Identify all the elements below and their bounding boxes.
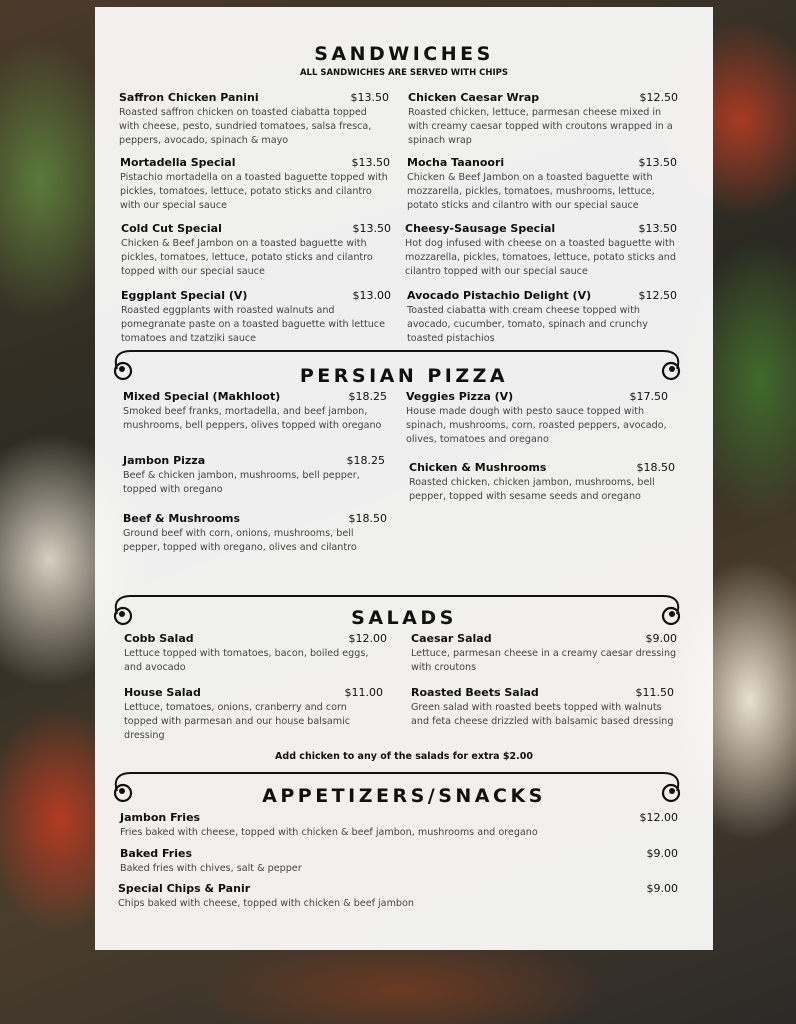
item-description: Chips baked with cheese, topped with chicken & beef jambon <box>118 898 414 909</box>
item-description: Ground beef with corn, onions, mushrooms, bell pepper, topped with oregano, olives and cilantro <box>123 528 357 553</box>
item-price: $9.00 <box>645 632 677 645</box>
item-name: Beef & Mushrooms <box>123 512 241 525</box>
item-price: $13.50 <box>350 91 389 104</box>
section-title-sandwiches: SANDWICHES <box>314 43 494 65</box>
item-price: $18.25 <box>346 454 385 467</box>
menu-item <box>124 686 383 743</box>
item-price: $9.00 <box>646 882 678 895</box>
item-price: $13.00 <box>352 289 391 302</box>
menu-item <box>405 222 677 279</box>
item-name: Caesar Salad <box>411 632 492 645</box>
menu-item <box>408 91 678 148</box>
section-title-salads: SALADS <box>351 607 457 629</box>
item-name: Chicken Caesar Wrap <box>408 91 540 104</box>
item-name: Eggplant Special (V) <box>121 289 248 302</box>
item-description: Lettuce topped with tomatoes, bacon, boiled eggs, and avocado <box>124 648 369 673</box>
item-description: Toasted ciabatta with cream cheese topped with avocado, cucumber, tomato, spinach and crunchy toasted pistachios <box>407 305 648 344</box>
sandwiches-subtitle: ALL SANDWICHES ARE SERVED WITH CHIPS <box>299 68 509 78</box>
item-description: Roasted eggplants with roasted walnuts and pomegranate paste on a toasted baguette with lettuce tomatoes and tzatziki sauce <box>121 305 385 344</box>
menu-item <box>119 91 389 148</box>
item-price: $18.25 <box>348 390 387 403</box>
item-description: Roasted chicken, chicken jambon, mushrooms, bell pepper, topped with sesame seeds and oregano <box>409 477 655 502</box>
section-title-persian-pizza: PERSIAN PIZZA <box>299 365 509 387</box>
item-name: Roasted Beets Salad <box>411 686 539 699</box>
item-description: Lettuce, parmesan cheese in a creamy caesar dressing with croutons <box>411 648 677 673</box>
item-name: Mixed Special (Makhloot) <box>123 390 281 403</box>
menu-item <box>120 847 678 876</box>
menu-item <box>124 632 387 675</box>
menu-item <box>409 461 675 504</box>
menu-item <box>407 289 677 346</box>
item-name: Baked Fries <box>120 847 193 860</box>
item-price: $13.50 <box>352 222 391 235</box>
menu-item <box>407 156 677 213</box>
item-name: Cheesy-Sausage Special <box>405 222 556 235</box>
item-description: Roasted saffron chicken on toasted ciabatta topped with cheese, pesto, sundried tomatoes, salsa fresca, peppers, avocado, spinach & mayo <box>119 107 372 146</box>
item-description: Hot dog infused with cheese on a toasted baguette with mozzarella, pickles, tomatoes, lettuce, potato sticks and cilantro topped with our special sauce <box>405 238 676 277</box>
item-name: Cold Cut Special <box>121 222 222 235</box>
menu-item <box>118 882 678 911</box>
menu-item <box>121 222 391 279</box>
item-description: House made dough with pesto sauce topped with spinach, mushrooms, corn, roasted peppers, avocado, olives, tomatoes and oregano <box>406 406 667 445</box>
menu-item <box>123 454 385 497</box>
item-name: Jambon Fries <box>120 811 201 824</box>
item-description: Beef & chicken jambon, mushrooms, bell pepper, topped with oregano <box>123 470 360 495</box>
item-description: Lettuce, tomatoes, onions, cranberry and corn topped with parmesan and our house balsamic dressing <box>124 702 351 741</box>
item-name: Jambon Pizza <box>123 454 206 467</box>
menu-item <box>121 289 391 346</box>
item-price: $11.00 <box>344 686 383 699</box>
item-name: Chicken & Mushrooms <box>409 461 547 474</box>
item-price: $12.50 <box>639 91 678 104</box>
item-price: $12.00 <box>639 811 678 824</box>
menu-item <box>123 390 387 433</box>
menu-panel <box>95 7 713 950</box>
menu-item <box>123 512 387 555</box>
item-price: $13.50 <box>638 156 677 169</box>
item-price: $18.50 <box>348 512 387 525</box>
item-price: $13.50 <box>351 156 390 169</box>
item-description: Chicken & Beef Jambon on a toasted baguette with pickles, tomatoes, lettuce, potato sticks and cilantro topped with our special sauce <box>121 238 373 277</box>
item-price: $9.00 <box>646 847 678 860</box>
salads-note: Add chicken to any of the salads for extra $2.00 <box>275 751 533 762</box>
item-price: $11.50 <box>635 686 674 699</box>
item-description: Pistachio mortadella on a toasted baguette topped with pickles, tomatoes, lettuce, potato sticks and cilantro with our special sauce <box>120 172 388 211</box>
item-description: Baked fries with chives, salt & pepper <box>120 863 302 874</box>
item-description: Roasted chicken, lettuce, parmesan cheese mixed in with creamy caesar topped with croutons wrapped in a spinach wrap <box>408 107 673 146</box>
menu-item <box>406 390 668 447</box>
item-description: Chicken & Beef Jambon on a toasted baguette with mozzarella, pickles, tomatoes, mushrooms, lettuce, potato sticks and cilantro with our special sauce <box>407 172 655 211</box>
menu-item <box>120 156 390 213</box>
item-description: Green salad with roasted beets topped with walnuts and feta cheese drizzled with balsamic based dressing <box>411 702 674 727</box>
item-name: Mocha Taanoori <box>407 156 505 169</box>
item-description: Fries baked with cheese, topped with chicken & beef jambon, mushrooms and oregano <box>120 827 538 838</box>
item-name: Avocado Pistachio Delight (V) <box>407 289 592 302</box>
item-description: Smoked beef franks, mortadella, and beef jambon, mushrooms, bell peppers, olives topped with oregano <box>123 406 382 431</box>
item-name: Veggies Pizza (V) <box>406 390 514 403</box>
section-title-appetizers: APPETIZERS/SNACKS <box>262 785 546 807</box>
item-price: $12.00 <box>348 632 387 645</box>
item-name: Special Chips & Panir <box>118 882 251 895</box>
item-price: $17.50 <box>629 390 668 403</box>
item-name: Mortadella Special <box>120 156 236 169</box>
menu-item <box>411 632 677 675</box>
item-name: House Salad <box>124 686 201 699</box>
item-price: $12.50 <box>638 289 677 302</box>
item-name: Cobb Salad <box>124 632 194 645</box>
item-price: $18.50 <box>636 461 675 474</box>
item-price: $13.50 <box>638 222 677 235</box>
menu-item <box>411 686 674 729</box>
item-name: Saffron Chicken Panini <box>119 91 259 104</box>
menu-item <box>120 811 678 840</box>
